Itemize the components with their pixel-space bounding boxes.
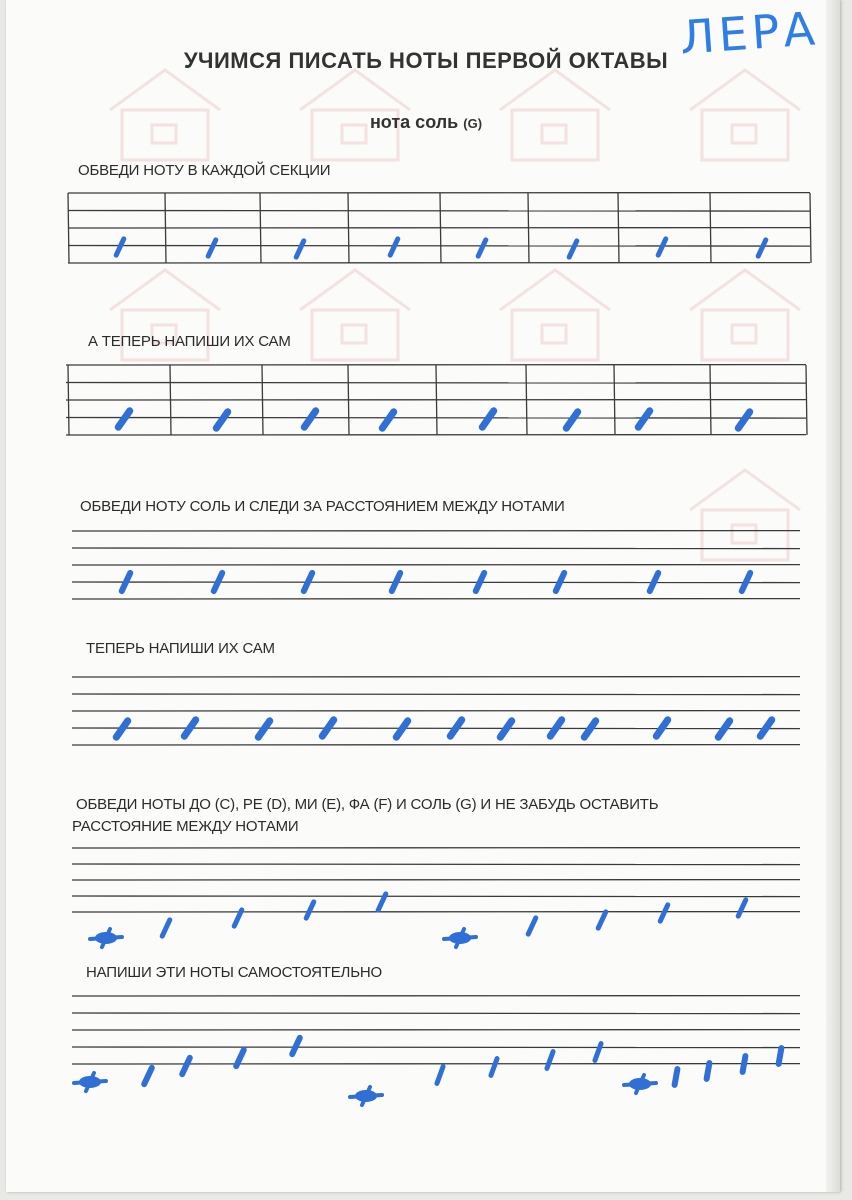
note-stroke bbox=[598, 912, 606, 928]
bar-line bbox=[436, 365, 437, 435]
note-stroke bbox=[304, 573, 312, 591]
note-stroke bbox=[491, 1059, 497, 1076]
note-stroke bbox=[450, 720, 461, 736]
note-stroke bbox=[162, 920, 170, 936]
note-stroke bbox=[322, 720, 333, 736]
note-stroke bbox=[742, 573, 750, 591]
note-stroke bbox=[779, 1048, 782, 1064]
bar-line bbox=[528, 193, 529, 263]
bar-line bbox=[260, 193, 261, 263]
bar-line bbox=[348, 365, 349, 435]
note-stroke bbox=[528, 918, 536, 934]
staff-line bbox=[72, 582, 800, 583]
note-stroke bbox=[208, 240, 216, 256]
note-stroke bbox=[296, 241, 304, 257]
instruction-5-line2: РАССТОЯНИЕ МЕЖДУ НОТАМИ bbox=[72, 818, 299, 835]
note-stroke bbox=[292, 1038, 300, 1054]
note-c-4 bbox=[350, 1087, 382, 1105]
note-stroke bbox=[214, 573, 222, 591]
note-stroke bbox=[118, 411, 129, 427]
note-stroke bbox=[650, 573, 658, 591]
bar-line bbox=[806, 365, 807, 435]
note-c-1 bbox=[90, 929, 122, 947]
staff-line bbox=[72, 728, 800, 729]
subtitle-text: нота соль bbox=[369, 112, 459, 132]
page-title: УЧИМСЯ ПИСАТЬ НОТЫ ПЕРВОЙ ОКТАВЫ bbox=[183, 48, 669, 73]
note-stroke bbox=[584, 721, 595, 737]
note-stroke bbox=[569, 241, 577, 257]
note-stroke bbox=[390, 239, 398, 255]
note-stroke bbox=[392, 573, 400, 591]
note-stroke bbox=[550, 720, 561, 736]
instruction-6: НАПИШИ ЭТИ НОТЫ САМОСТОЯТЕЛЬНО bbox=[86, 964, 382, 981]
note-stroke bbox=[718, 721, 729, 737]
bar-line bbox=[170, 365, 171, 435]
note-stroke bbox=[500, 721, 511, 737]
note-c-5 bbox=[624, 1075, 656, 1093]
note-stroke bbox=[304, 411, 315, 427]
bar-line bbox=[526, 365, 527, 435]
note-c-2 bbox=[444, 929, 476, 947]
bar-line bbox=[165, 193, 166, 263]
instruction-4: ТЕПЕРЬ НАПИШИ ИХ САМ bbox=[86, 640, 275, 657]
staff-line bbox=[66, 418, 806, 419]
note-stroke bbox=[258, 721, 269, 737]
note-stroke bbox=[476, 573, 484, 591]
staff-line bbox=[68, 246, 810, 247]
note-stroke bbox=[638, 411, 649, 427]
note-stroke bbox=[182, 1058, 190, 1074]
note-stroke bbox=[184, 720, 195, 736]
bar-line bbox=[68, 193, 69, 263]
bar-line bbox=[618, 193, 619, 263]
staff-5 bbox=[72, 848, 800, 912]
staff-line bbox=[68, 211, 810, 212]
bar-line bbox=[810, 193, 811, 263]
bar-line bbox=[348, 193, 349, 263]
note-stroke bbox=[478, 240, 486, 256]
staff-line bbox=[72, 896, 800, 897]
note-stroke bbox=[566, 412, 577, 428]
bar-line bbox=[710, 365, 711, 435]
note-stroke bbox=[437, 1067, 443, 1084]
note-stroke bbox=[595, 1044, 601, 1061]
note-stroke bbox=[743, 1056, 746, 1072]
note-stroke bbox=[122, 573, 130, 591]
note-stroke bbox=[396, 721, 407, 737]
staff-line bbox=[72, 548, 800, 549]
subtitle-letter: (G) bbox=[463, 116, 483, 131]
staff-line bbox=[72, 1047, 800, 1048]
instruction-1: ОБВЕДИ НОТУ В КАЖДОЙ СЕКЦИИ bbox=[78, 162, 331, 179]
staff-2 bbox=[66, 365, 807, 435]
note-stroke bbox=[675, 1069, 678, 1085]
note-stroke bbox=[116, 239, 124, 255]
note-stroke bbox=[144, 1068, 152, 1084]
bar-line bbox=[710, 193, 711, 263]
bar-line bbox=[614, 365, 615, 435]
staff-1 bbox=[68, 193, 811, 263]
staff-line bbox=[72, 1013, 800, 1014]
note-stroke bbox=[660, 905, 668, 921]
note-stroke bbox=[658, 239, 666, 255]
note-stroke bbox=[738, 412, 749, 428]
instruction-3: ОБВЕДИ НОТУ СОЛЬ И СЛЕДИ ЗА РАССТОЯНИЕМ МЕЖДУ НОТАМИ bbox=[80, 498, 565, 515]
note-stroke bbox=[758, 240, 766, 256]
bar-line bbox=[262, 365, 263, 435]
staff-line bbox=[72, 694, 800, 695]
staff-6 bbox=[72, 996, 800, 1064]
staff-line bbox=[72, 864, 800, 865]
note-stroke bbox=[382, 412, 393, 428]
note-stroke bbox=[656, 720, 667, 736]
note-stroke bbox=[482, 411, 493, 427]
staff-3 bbox=[72, 531, 800, 599]
note-stroke bbox=[116, 721, 127, 737]
instruction-5-line1: ОБВЕДИ НОТЫ ДО (C), РЕ (D), МИ (E), ФА (F) И СОЛЬ (G) И НЕ ЗАБУДЬ ОСТАВИТЬ bbox=[76, 796, 659, 813]
note-c-3 bbox=[74, 1073, 106, 1091]
note-stroke bbox=[216, 412, 227, 428]
note-stroke bbox=[738, 900, 746, 916]
note-stroke bbox=[556, 573, 564, 591]
note-stroke bbox=[306, 902, 314, 918]
instruction-2: А ТЕПЕРЬ НАПИШИ ИХ САМ bbox=[88, 333, 291, 350]
student-name: ЛЕРА bbox=[678, 1, 821, 65]
note-stroke bbox=[707, 1063, 710, 1079]
note-stroke bbox=[760, 720, 771, 736]
bar-line bbox=[440, 193, 441, 263]
note-stroke bbox=[547, 1052, 553, 1069]
bar-line bbox=[68, 365, 69, 435]
